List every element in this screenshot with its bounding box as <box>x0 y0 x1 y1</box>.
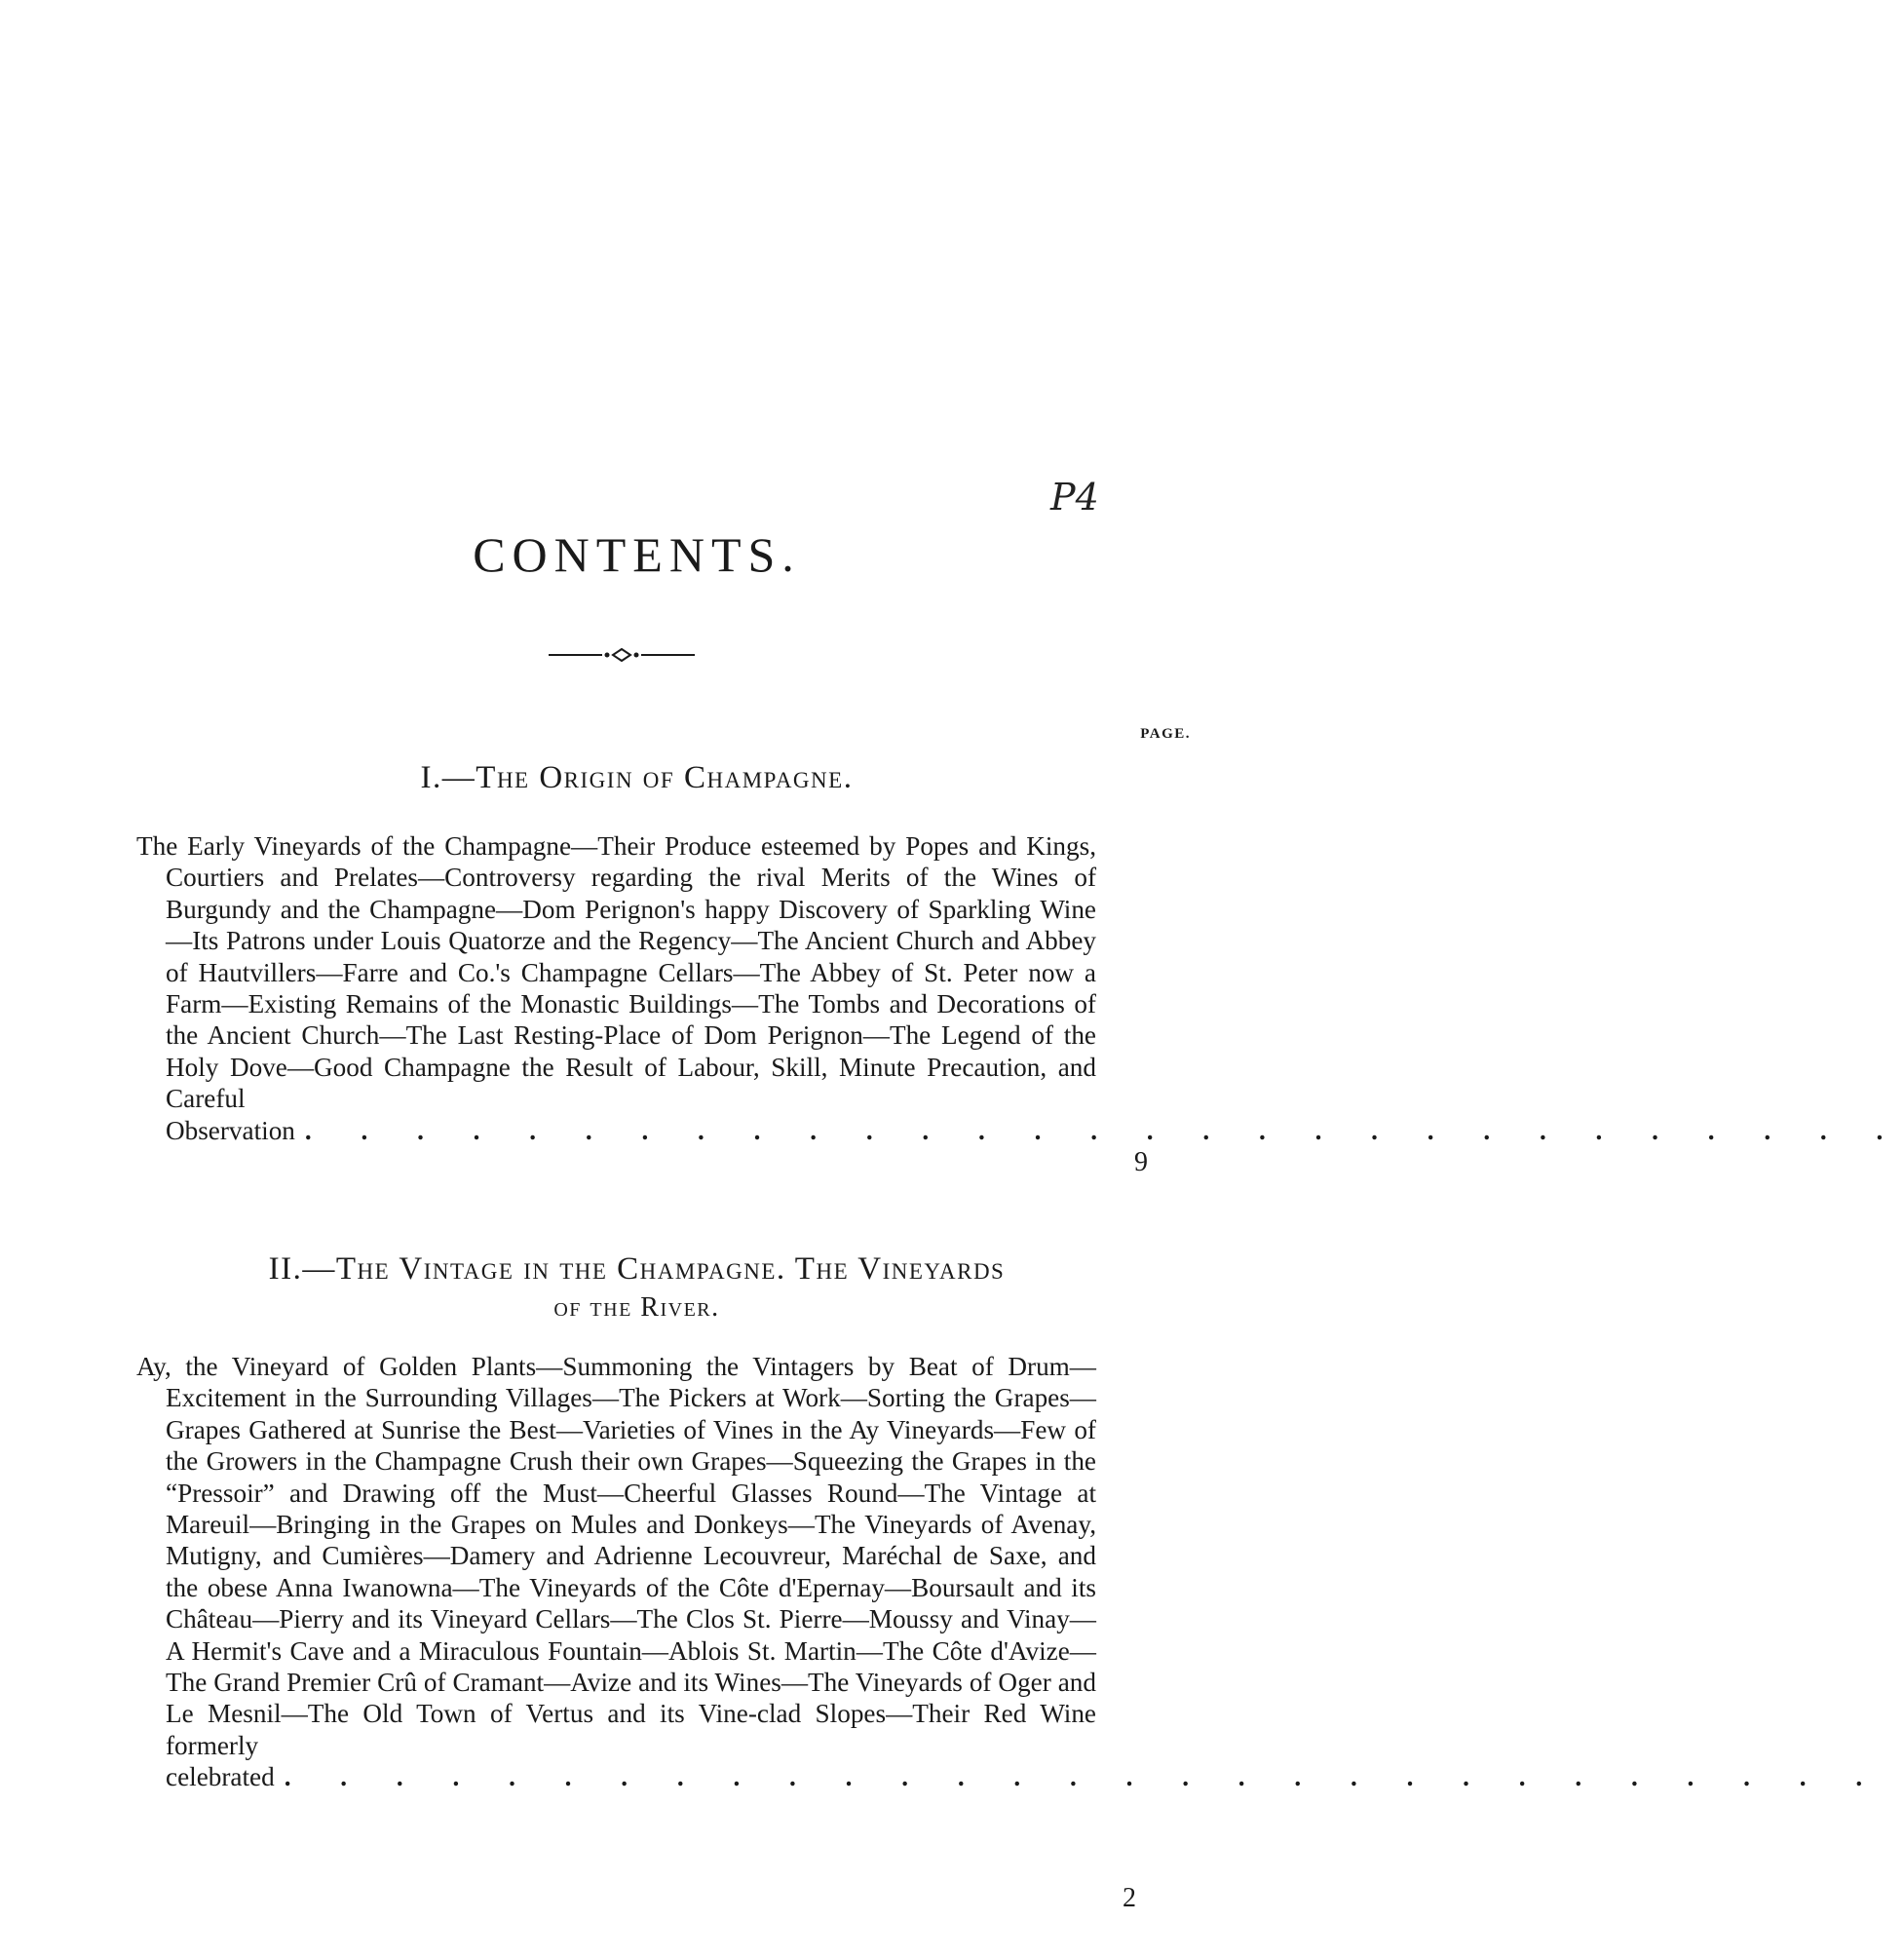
section-title-line-2: of the River. <box>553 1292 720 1323</box>
page-number-2: 2 <box>1123 1883 1136 1913</box>
section-entry-1 <box>136 830 1904 1146</box>
section-title: The Vintage in the Champagne. The Vineyards <box>335 1251 1006 1287</box>
page-number-1: 9 <box>1134 1147 1148 1177</box>
section-entry-2 <box>136 1351 1885 1793</box>
section-heading-1 <box>0 758 1274 797</box>
section-numeral: II.— <box>268 1251 336 1287</box>
page-column-label: PAGE. <box>1140 726 1191 742</box>
page-title: CONTENTS. <box>473 527 801 582</box>
entry-text: The Early Vineyards of the Champagne—Their Produce esteemed by Popes and Kings, Courtiers and Prelates—Controversy regarding the rival Merits of the Wines of Burgundy and the Champagne—Dom Perignon's happy Discovery of Sparkling Wine—Its Patrons under Louis Quatorze and the Regency—The Ancient Church and Abbey of Hautvillers—Farre and Co.'s Champagne Cellars—The Abbey of St. Peter now a Farm—Existing Remains of the Monastic Buildings—The Tombs and Decorations of the Ancient Church—The Last Resting-Place of Dom Perignon—The Legend of the Holy Dove—Good Champagne the Result of Labour, Skill, Minute Precaution, and Careful <box>136 831 1096 1114</box>
section-heading-2 <box>0 1249 1274 1327</box>
dot-leader: . . . . . . . . . . . . . . . . . . . . . . . . . . . . . <box>304 1115 1904 1145</box>
leader-line <box>166 1761 1885 1792</box>
entry-last-line: celebrated <box>166 1762 275 1792</box>
leader-line <box>166 1115 1904 1146</box>
handwritten-page-note: P4 <box>1050 476 1099 519</box>
section-numeral: I.— <box>420 760 476 795</box>
dot-leader: . . . . . . . . . . . . . . . . . . . . . . . . . . . . . <box>284 1762 1885 1792</box>
ornament-divider-icon <box>549 648 695 662</box>
entry-text: Ay, the Vineyard of Golden Plants—Summoning the Vintagers by Beat of Drum—Excitement in the Surrounding Villages—The Pickers at Work—Sorting the Grapes—Grapes Gathered at Sunrise the Best—Varieties of Vines in the Ay Vineyards—Few of the Growers in the Champagne Crush their own Grapes—Squeezing the Grapes in the “Pressoir” and Drawing off the Must—Cheerful Glasses Round—The Vintage at Mareuil—Bringing in the Grapes on Mules and Donkeys—The Vineyards of Avenay, Mutigny, and Cumières—Damery and Adrienne Lecouvreur, Maréchal de Saxe, and the obese Anna Iwanowna—The Vineyards of the Côte d'Epernay—Boursault and its Château—Pierry and its Vineyard Cellars—The Clos St. Pierre—Moussy and Vinay—A Hermit's Cave and a Miraculous Fountain—Ablois St. Martin—The Côte d'Avize—The Grand Premier Crû of Cramant—Avize and its Wines—The Vineyards of Oger and Le Mesnil—The Old Town of Vertus and its Vine-clad Slopes—Their Red Wine formerly <box>136 1352 1096 1760</box>
entry-last-line: Observation <box>166 1115 295 1145</box>
section-title: The Origin of Champagne. <box>476 760 854 795</box>
